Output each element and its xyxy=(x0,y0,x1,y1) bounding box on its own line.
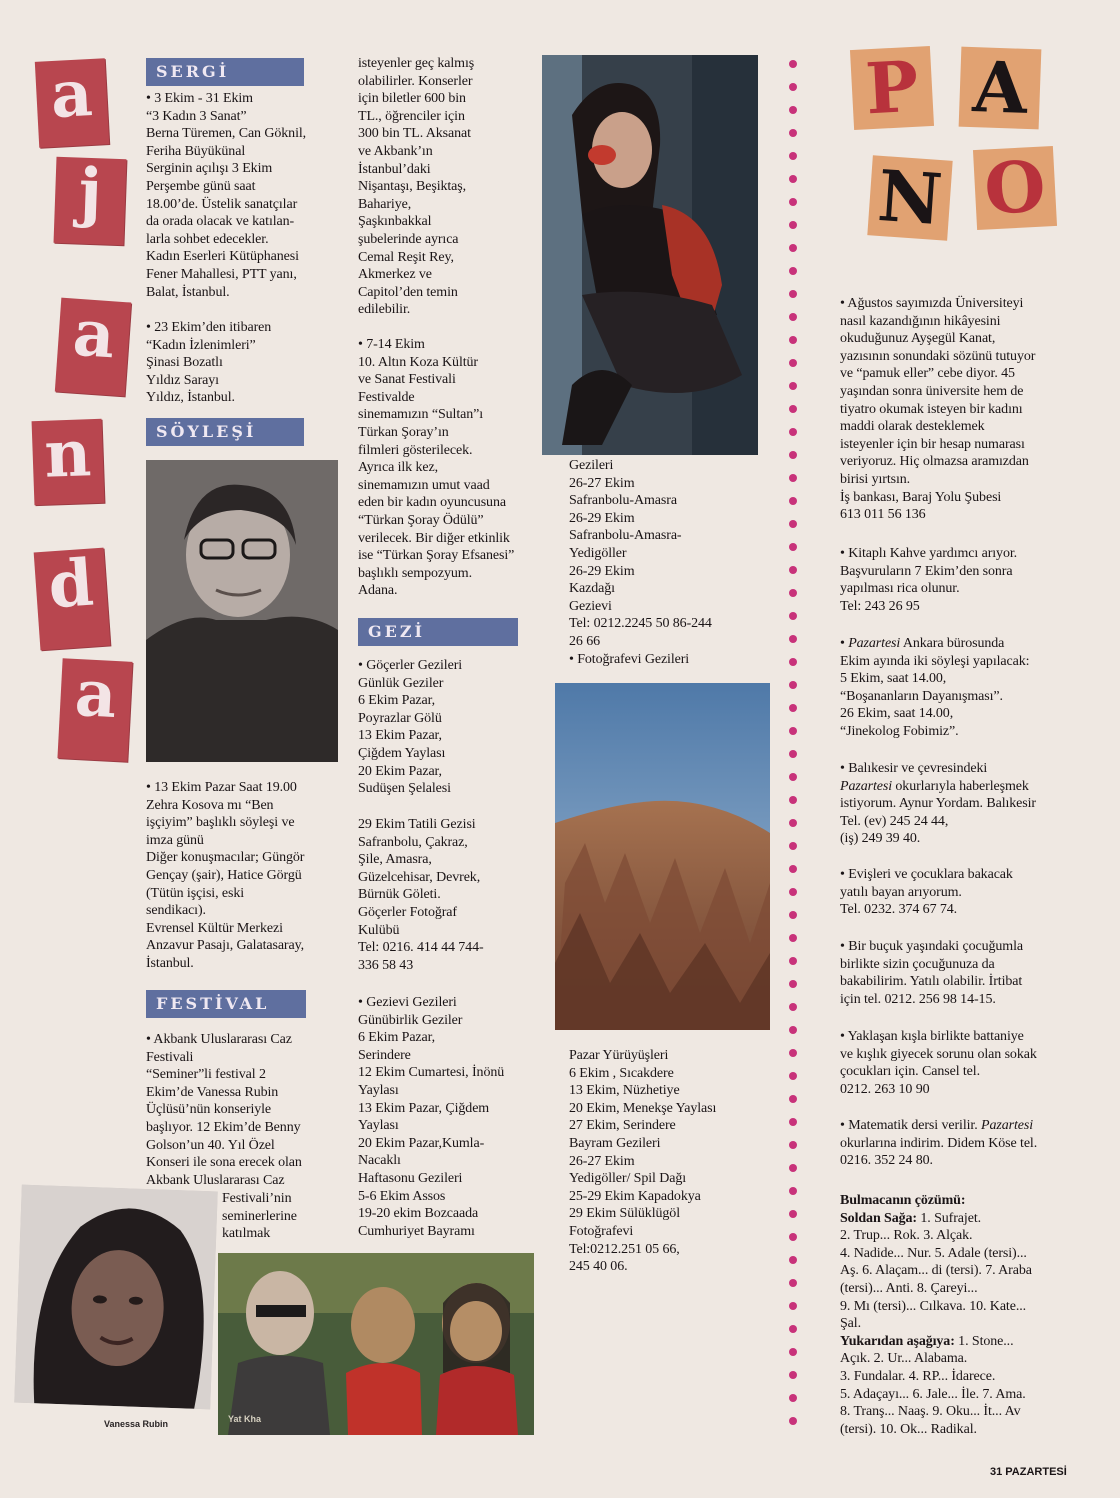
pano-letter-a: A xyxy=(959,47,1042,130)
pano-item-5: • Evişleri ve çocuklara bakacak yatılı bayan arıyorum. Tel. 0232. 374 67 74. xyxy=(840,867,1013,918)
festival-item-1-cont: Festivali’nin seminerlerine katılmak xyxy=(222,1191,297,1242)
crossword-title: Bulmacanın çözümü: xyxy=(840,1193,966,1208)
pano-item-1: • Ağustos sayımızda Üniversiteyi nasıl kazandığının hikâyesini okuduğunuz Ayşegül Kanat, yazısının sonundaki sözünü tutuyor ve “pamuk eller” cebe diyor. 45 yaşından sonra üniversite hem de tiyatro okumak isteyen bir kadını maddi olarak desteklemek isteyenler için bir hesap numarası veriyoruz. Hiç olmazsa aramızdan birisi yırtsın. İş bankası, Baraj Yolu Şubesi 613 011 56 136 xyxy=(840,296,1036,523)
crossword-solution: Bulmacanın çözümü: Soldan Sağa: 1. Sufrajet. 2. Trup... Rok. 3. Alçak. 4. Nadide... Nur. 5. Adale (tersi)... Aş. 6. Alaçam... di (tersi). 7. Araba (tersi)... Anti. 8. Çareyi... 9. Mı (tersi)... Cılkava. 10. Kate... Şal. Yukarıdan aşağıya: 1. Stone... Açık. 2. Ur... Alabama. 3. Fundalar. 4. RP... İdarece. 5. Adaçayı... 6. Jale... İle. 7. Ama. 8. Tranş... Naaş. 9. Oku... İt... Av (tersi). 10. Ok... Radikal. xyxy=(840,1193,1032,1437)
pano-item-4: • Balıkesir ve çevresindeki Pazartesi okurlarıyla haberleşmek istiyorum. Aynur Yordam. Balıkesir Tel. (ev) 245 24 44, (iş) 249 39 40. xyxy=(840,761,1036,847)
gezi-gezievi: • Gezievi Gezileri Günübirlik Geziler 6 Ekim Pazar, Serindere 12 Ekim Cumartesi, İnönü Yaylası 13 Ekim Pazar, Çiğdem Yaylası 20 Ekim Pazar,Kumla- Nacaklı Haftasonu Gezileri 5-6 Ekim Assos 19-20 ekim Bozcaada Cumhuriyet Bayramı xyxy=(358,995,505,1239)
pano-letter-p: P xyxy=(850,46,934,130)
soylesi-item-1: • 13 Ekim Pazar Saat 19.00 Zehra Kosova mı “Ben işçiyim” başlıklı söyleşi ve imza günü Diğer konuşmacılar; Güngör Gençay (şair), Hatice Görgü (Tütün işçisi, eski sendikacı). Evrensel Kültür Merkezi Anzavur Pasajı, Galatasaray, İstanbul. xyxy=(146,780,305,971)
pano-item-3: • Pazartesi Ankara bürosunda Ekim ayında iki söyleşi yapılacak: 5 Ekim, saat 14.00, “Boşananların Dayanışması”. 26 Ekim, saat 14.00, “Jinekolog Fobimiz”. xyxy=(840,636,1030,739)
photo-zehra-kosova xyxy=(146,460,338,762)
pano-item-7: • Yaklaşan kışla birlikte battaniye ve kışlık giyecek sorunu olan sokak çocukları için. Cansel tel. 0212. 263 10 90 xyxy=(840,1029,1037,1097)
section-header-festival: FESTİVAL xyxy=(146,990,306,1018)
gezievi-gezileri: Gezileri 26-27 Ekim Safranbolu-Amasra 26-29 Ekim Safranbolu-Amasra- Yedigöller 26-29 Ekim Kazdağı Gezievi Tel: 0212.2245 50 86-244 26 66 • Fotoğrafevi Gezileri xyxy=(569,458,712,667)
pano-letter-n: N xyxy=(867,155,952,240)
ajanda-letter-j: j xyxy=(54,157,127,245)
ajanda-letter-d: d xyxy=(34,548,111,651)
gezi-gocerler: • Göçerler Gezileri Günlük Geziler 6 Ekim Pazar, Poyrazlar Gölü 13 Ekim Pazar, Çiğdem Yaylası 20 Ekim Pazar, Sudüşen Şelalesi xyxy=(358,658,463,797)
sergi-item-2: • 23 Ekim’den itibaren “Kadın İzlenimleri” Şinasi Bozatlı Yıldız Sarayı Yıldız, İstanbul. xyxy=(146,320,272,406)
photo-cappadocia xyxy=(555,683,770,1030)
sergi-item-1: • 3 Ekim - 31 Ekim “3 Kadın 3 Sanat” Berna Türemen, Can Göknil, Feriha Büyükünal Serginin açılışı 3 Ekim Perşembe günü saat 18.00’de. Üstelik sanatçılar da orada olacak ve katılan- larla sohbet edecekler. Kadın Eserleri Kütüphanesi Fener Mahallesi, PTT yanı, Balat, İstanbul. xyxy=(146,91,307,300)
ajanda-letter-a2: a xyxy=(55,298,131,397)
pano-item-6: • Bir buçuk yaşındaki çocuğumla birlikte sizin çocuğunuza da bakabilirim. Yatılı olabilir. İrtibat için tel. 0212. 256 98 14-15. xyxy=(840,939,1023,1007)
pano-letter-o: O xyxy=(973,146,1057,230)
pano-item-2: • Kitaplı Kahve yardımcı arıyor. Başvuruların 7 Ekim’den sonra yapılması rica olunur. Tel: 243 26 95 xyxy=(840,546,1018,614)
festival-item-1: • Akbank Uluslararası Caz Festivali “Seminer”li festival 2 Ekim’de Vanessa Rubin Üçlüsü’nün konseriyle başlıyor. 12 Ekim’de Benny Golson’un 40. Yıl Özel Konseri ile sona erecek olan Akbank Uluslararası Caz xyxy=(146,1032,302,1188)
ajanda-letter-n: n xyxy=(32,419,105,505)
photo-turkan-soray xyxy=(542,55,758,455)
photo-yat-kha xyxy=(218,1253,534,1435)
section-header-soylesi: SÖYLEŞİ xyxy=(146,418,304,446)
festival-item-1-cont2: isteyenler geç kalmış olabilirler. Konserler için biletler 600 bin TL., öğrenciler için 300 bin TL. Aksanat ve Akbank’ın İstanbul’daki Nişantaşı, Beşiktaş, Bahariye, Şaşkınbakkal şubelerinde ayrıca Cemal Reşit Rey, Akmerkez ve Capitol’den temin edilebilir. xyxy=(358,56,475,318)
section-header-sergi: SERGİ xyxy=(146,58,304,86)
altin-koza-item: • 7-14 Ekim 10. Altın Koza Kültür ve Sanat Festivali Festivalde sinemamızın “Sultan”ı Türkan Şoray’ın filmleri gösterilecek. Ayrıca ilk kez, sinemamızın umut vaad eden bir kadın oyuncusuna “Türkan Şoray Ödülü” verilecek. Bir diğer etkinlik ise “Türkan Şoray Efsanesi” başlıklı sempozyum. Adana. xyxy=(358,337,515,599)
page-footer: 31 PAZARTESİ xyxy=(990,1466,1067,1478)
caption-yat-kha: Yat Kha xyxy=(228,1414,262,1424)
fotografevi-pazar: Pazar Yürüyüşleri 6 Ekim , Sıcakdere 13 Ekim, Nüzhetiye 20 Ekim, Menekşe Yaylası 27 Ekim, Serindere Bayram Gezileri 26-27 Ekim Yedigöller/ Spil Dağı 25-29 Ekim Kapadokya 29 Ekim Sülüklügöl Fotoğrafevi Tel:0212.251 05 66, 245 40 06. xyxy=(569,1048,717,1275)
photo-vanessa-rubin xyxy=(14,1185,217,1410)
ajanda-letter-a3: a xyxy=(57,658,132,762)
caption-vanessa-rubin: Vanessa Rubin xyxy=(104,1419,169,1429)
gezi-tatil: 29 Ekim Tatili Gezisi Safranbolu, Çakraz, Şile, Amasra, Güzelcehisar, Devrek, Bürnük Göleti. Göçerler Fotoğraf Kulübü Tel: 0216. 414 44 744- 336 58 43 xyxy=(358,817,484,973)
ajanda-letter-a1: a xyxy=(35,58,109,148)
pano-item-8: • Matematik dersi verilir. Pazartesi okurlarına indirim. Didem Köse tel. 0216. 352 24 80. xyxy=(840,1118,1038,1169)
section-header-gezi: GEZİ xyxy=(358,618,518,646)
